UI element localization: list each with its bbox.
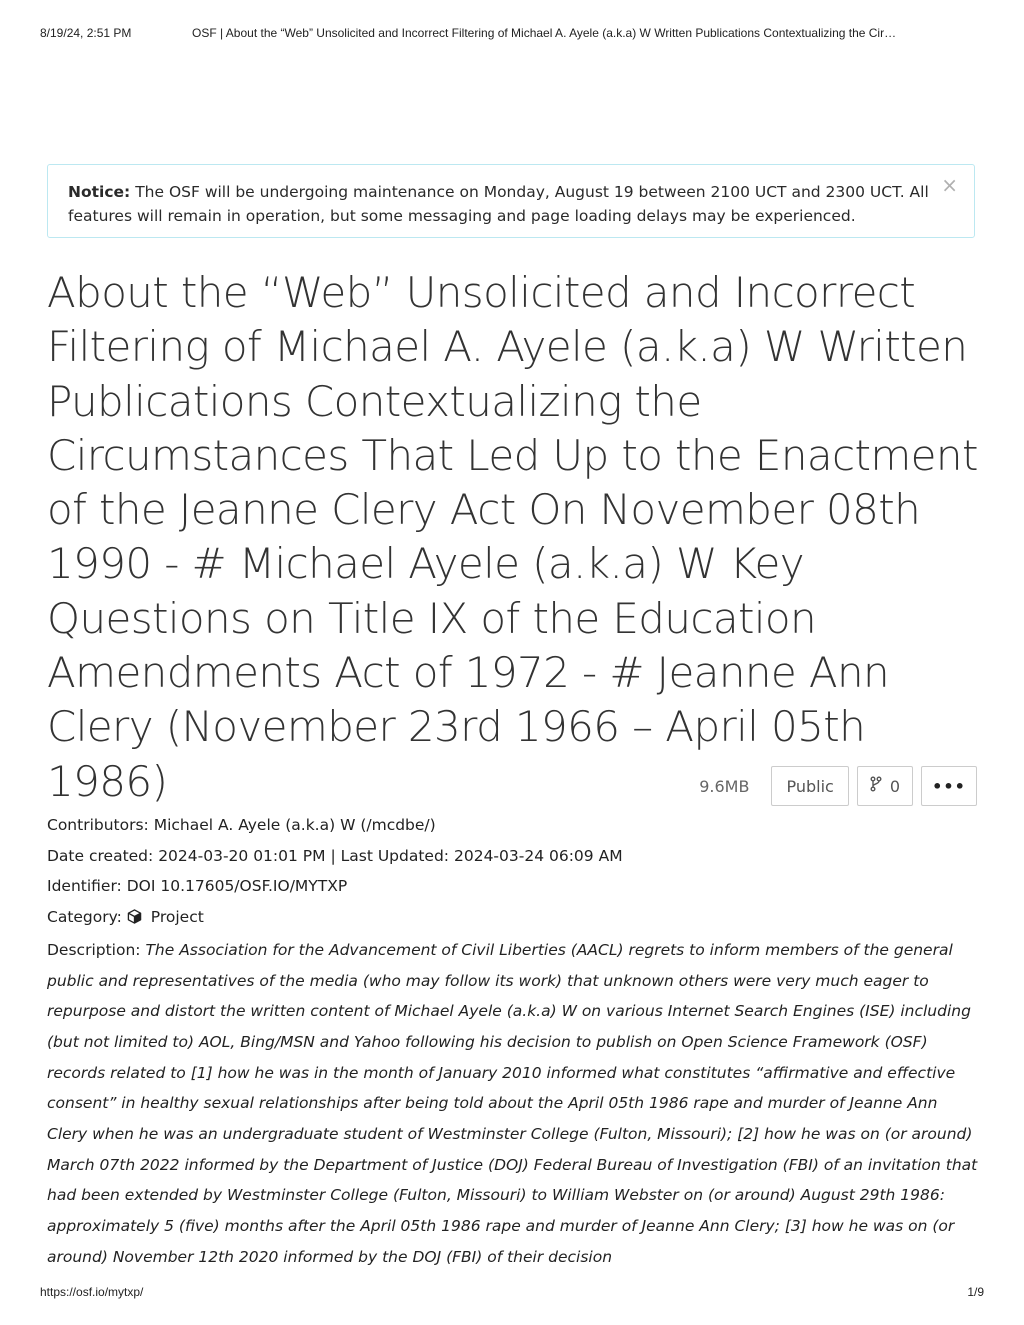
print-url: https://osf.io/mytxp/ — [40, 1285, 144, 1299]
date-created-label: Date created: — [47, 846, 154, 865]
print-page-title: OSF | About the “Web” Unsolicited and Incorrect Filtering of Michael A. Ayele (a.k.a) W Written Publications Contextualizing the Cir… — [192, 26, 897, 40]
identifier-row — [47, 871, 982, 902]
visibility-button[interactable]: Public — [771, 766, 848, 806]
maintenance-notice — [47, 164, 975, 238]
close-icon[interactable]: × — [941, 173, 958, 197]
print-footer — [40, 1285, 984, 1301]
project-title: About the “Web” Unsolicited and Incorrect Filtering of Michael A. Ayele (a.k.a) W Written Publications Contextualizing the Circumstances That Led Up to the Enactment of the Jeanne Clery Act On November 08th 1990 - # Michael Ayele (a.k.a) W Key Questions on Title IX of the Education Amendments Act of 1972 - # Jeanne Ann Clery (November 23rd 1966 – April 05th 1986) — [47, 268, 978, 806]
separator: | — [330, 846, 336, 865]
print-datetime: 8/19/24, 2:51 PM — [40, 26, 132, 40]
contributors-value[interactable]: Michael A. Ayele (a.k.a) W (/mcdbe/) — [153, 816, 436, 834]
print-page-number: 1/9 — [967, 1285, 984, 1299]
identifier-value[interactable]: DOI 10.17605/OSF.IO/MYTXP — [126, 877, 348, 896]
category-row — [47, 902, 982, 935]
cube-icon — [127, 904, 142, 935]
fork-button[interactable] — [857, 766, 913, 806]
last-updated-label: Last Updated: — [340, 846, 450, 865]
notice-label: Notice: — [68, 183, 131, 201]
project-size: 9.6MB — [699, 776, 750, 796]
print-header — [40, 26, 984, 42]
contributors-row — [47, 810, 982, 841]
contributors-label: Contributors: — [47, 816, 149, 834]
category-label: Category: — [47, 908, 122, 927]
dates-row — [47, 841, 982, 872]
fork-count: 0 — [889, 776, 900, 796]
date-created-value: 2024-03-20 01:01 PM — [158, 846, 326, 865]
category-value: Project — [150, 908, 204, 927]
last-updated-value: 2024-03-24 06:09 AM — [453, 846, 623, 865]
description-value: The Association for the Advancement of Civil Liberties (AACL) regrets to inform members of the general public and representatives of the media (who may follow its work) that unknown others were very much eager to repurpose and distort the written content of Michael Ayele (a.k.a) W on various Internet Search Engines (ISE) including (but not limited to) AOL, Bing/MSN and Yahoo following his decision to publish on Open Science Framework (OSF) records related to [1] how he was in the month of January 2010 informed what constitutes “affirmative and effective consent” in healthy sexual relationships after being told about the April 05th 1986 rape and murder of Jeanne Ann Clery when he was an undergraduate student of Westminster College (Fulton, Missouri); [2] how he was on (or around) March 07th 2022 informed by the Department of Justice (DOJ) Federal Bureau of Investigation (FBI) of an invitation that had been extended by Westminster College (Fulton, Missouri) to William Webster on (or around) August 29th 1986: approximately 5 (five) months after the April 05th 1986 rape and murder of Jeanne Ann Clery; [3] how he was on (or around) November 12th 2020 informed by the DOJ (FBI) of their decision — [47, 940, 978, 1266]
fork-icon — [870, 776, 882, 796]
ellipsis-icon[interactable]: ••• — [921, 766, 977, 806]
project-actions — [699, 766, 977, 806]
notice-text: The OSF will be undergoing maintenance on Monday, August 19 between 2100 UCT and 2300 UCT. All features will remain in operation, but some messaging and page loading delays may be experienced. — [68, 183, 929, 225]
description-label: Description: — [47, 940, 141, 959]
project-fields — [47, 810, 982, 1273]
identifier-label: Identifier: — [47, 877, 122, 896]
description-row — [47, 935, 982, 1273]
